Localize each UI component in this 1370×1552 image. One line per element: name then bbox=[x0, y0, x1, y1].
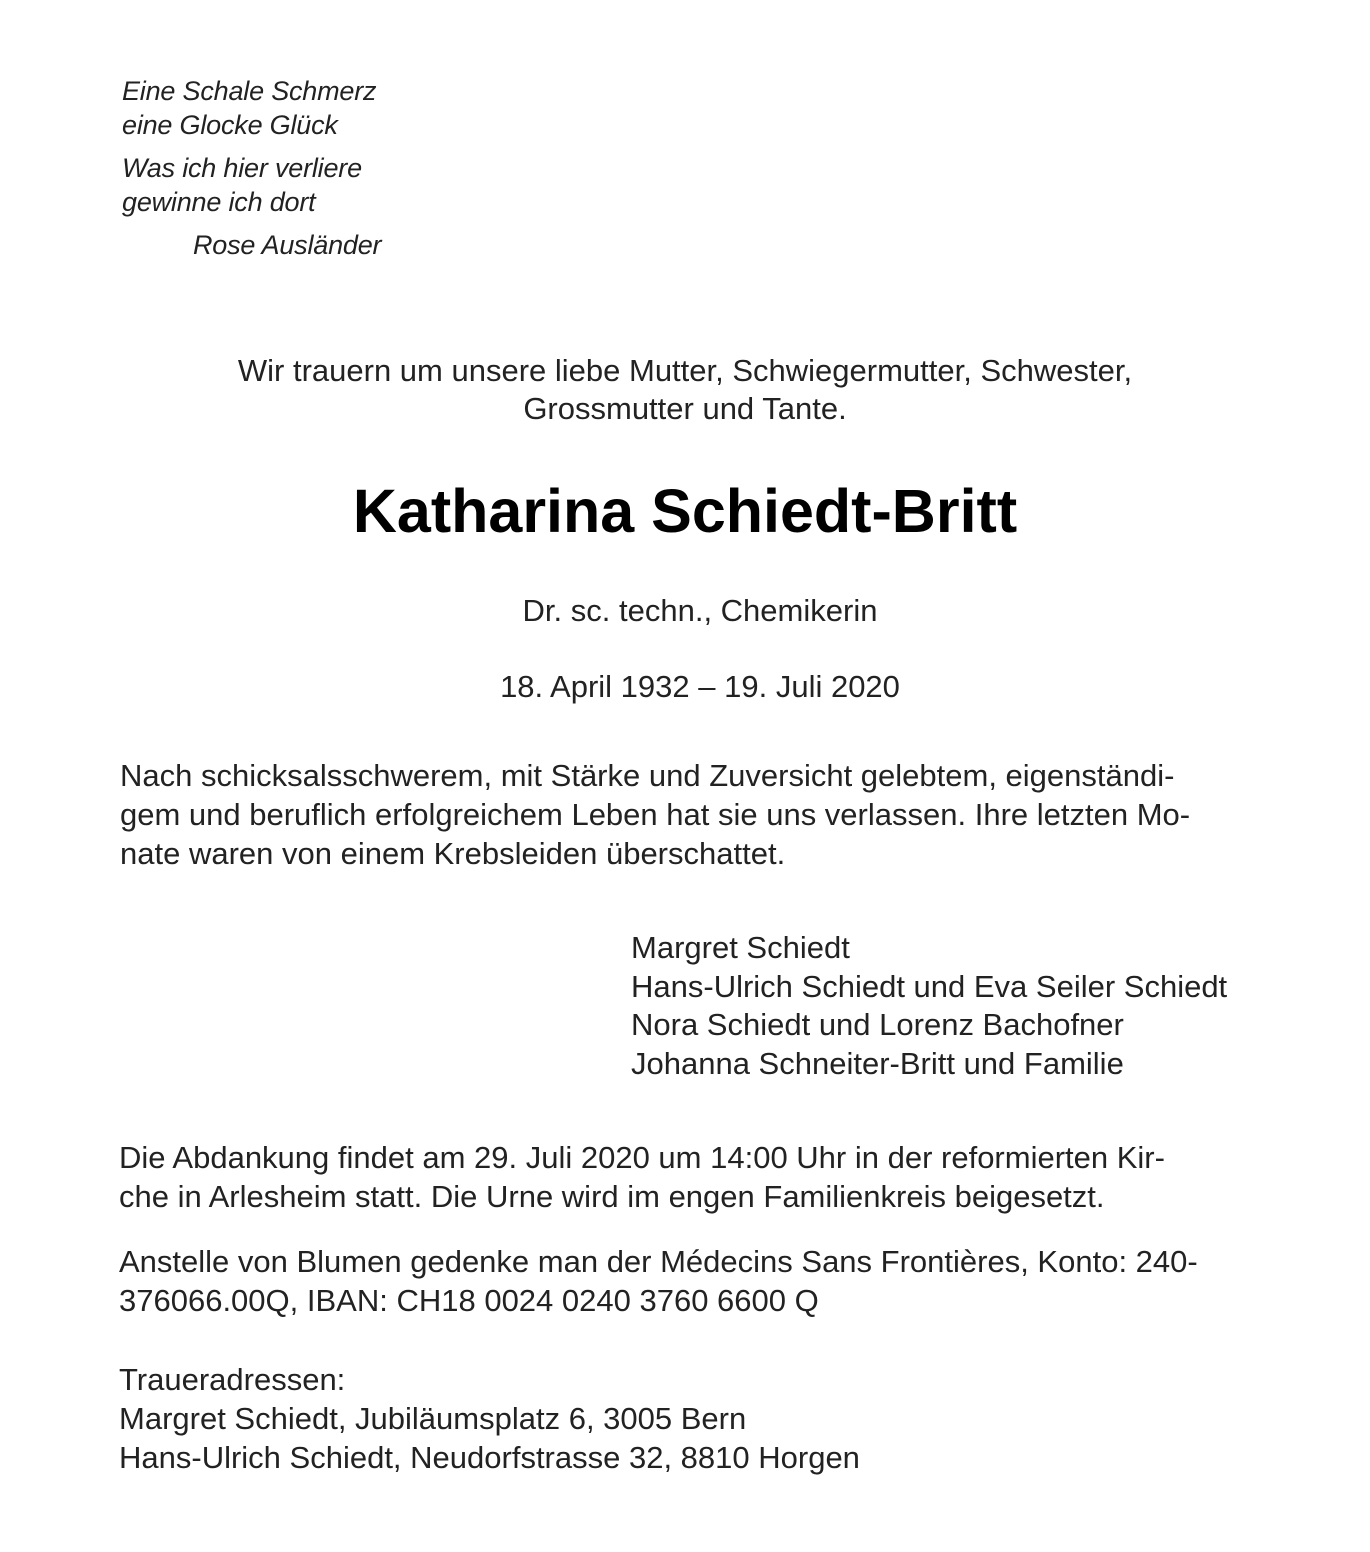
intro-text bbox=[0, 352, 1370, 428]
mourner-name: Margret Schiedt bbox=[631, 930, 850, 965]
address-line: Margret Schiedt, Jubiläumsplatz 6, 3005 Bern bbox=[119, 1401, 747, 1436]
poem-stanza-2 bbox=[122, 151, 362, 219]
donation-line: 376066.00Q, IBAN: CH18 0024 0240 3760 6600 Q bbox=[119, 1283, 819, 1318]
mourner-name: Nora Schiedt und Lorenz Bachofner bbox=[631, 1007, 1124, 1042]
poem-stanza-1 bbox=[122, 74, 376, 142]
poem-line: gewinne ich dort bbox=[122, 187, 316, 217]
ceremony-line: che in Arlesheim statt. Die Urne wird im engen Familienkreis beigesetzt. bbox=[119, 1179, 1105, 1214]
mourners-list bbox=[631, 929, 1227, 1083]
tribute-line: Nach schicksalsschwerem, mit Stärke und Zuversicht gelebtem, eigenständi- bbox=[120, 758, 1175, 793]
intro-line: Grossmutter und Tante. bbox=[523, 391, 847, 426]
donation-text bbox=[119, 1242, 1198, 1320]
address-line: Hans-Ulrich Schiedt, Neudorfstrasse 32, 8810 Horgen bbox=[119, 1440, 860, 1475]
mourner-name: Hans-Ulrich Schiedt und Eva Seiler Schiedt bbox=[631, 968, 1228, 1004]
poem-line: Was ich hier verliere bbox=[122, 153, 362, 183]
tribute-line: gem und beruflich erfolgreichem Leben hat sie uns verlassen. Ihre letzten Mo- bbox=[120, 797, 1191, 832]
mourner-name: Johanna Schneiter-Britt und Familie bbox=[631, 1045, 1124, 1081]
poem-line: Eine Schale Schmerz bbox=[122, 76, 377, 106]
deceased-dates: 18. April 1932 – 19. Juli 2020 bbox=[500, 669, 900, 704]
poem-author: Rose Ausländer bbox=[193, 230, 382, 260]
deceased-name: Katharina Schiedt-Britt bbox=[352, 477, 1018, 545]
ceremony-text bbox=[119, 1138, 1165, 1216]
intro-line: Wir trauern um unsere liebe Mutter, Schwiegermutter, Schwester, bbox=[237, 353, 1133, 388]
poem-line: eine Glocke Glück bbox=[122, 110, 338, 140]
addresses-block bbox=[119, 1360, 860, 1477]
tribute-text bbox=[120, 756, 1190, 873]
addresses-heading: Traueradressen: bbox=[119, 1362, 346, 1397]
deceased-title: Dr. sc. techn., Chemikerin bbox=[522, 593, 878, 628]
donation-line: Anstelle von Blumen gedenke man der Médecins Sans Frontières, Konto: 240- bbox=[119, 1244, 1198, 1279]
tribute-line: nate waren von einem Krebsleiden überschattet. bbox=[120, 836, 786, 871]
ceremony-line: Die Abdankung findet am 29. Juli 2020 um 14:00 Uhr in der reformierten Kir- bbox=[119, 1140, 1165, 1175]
